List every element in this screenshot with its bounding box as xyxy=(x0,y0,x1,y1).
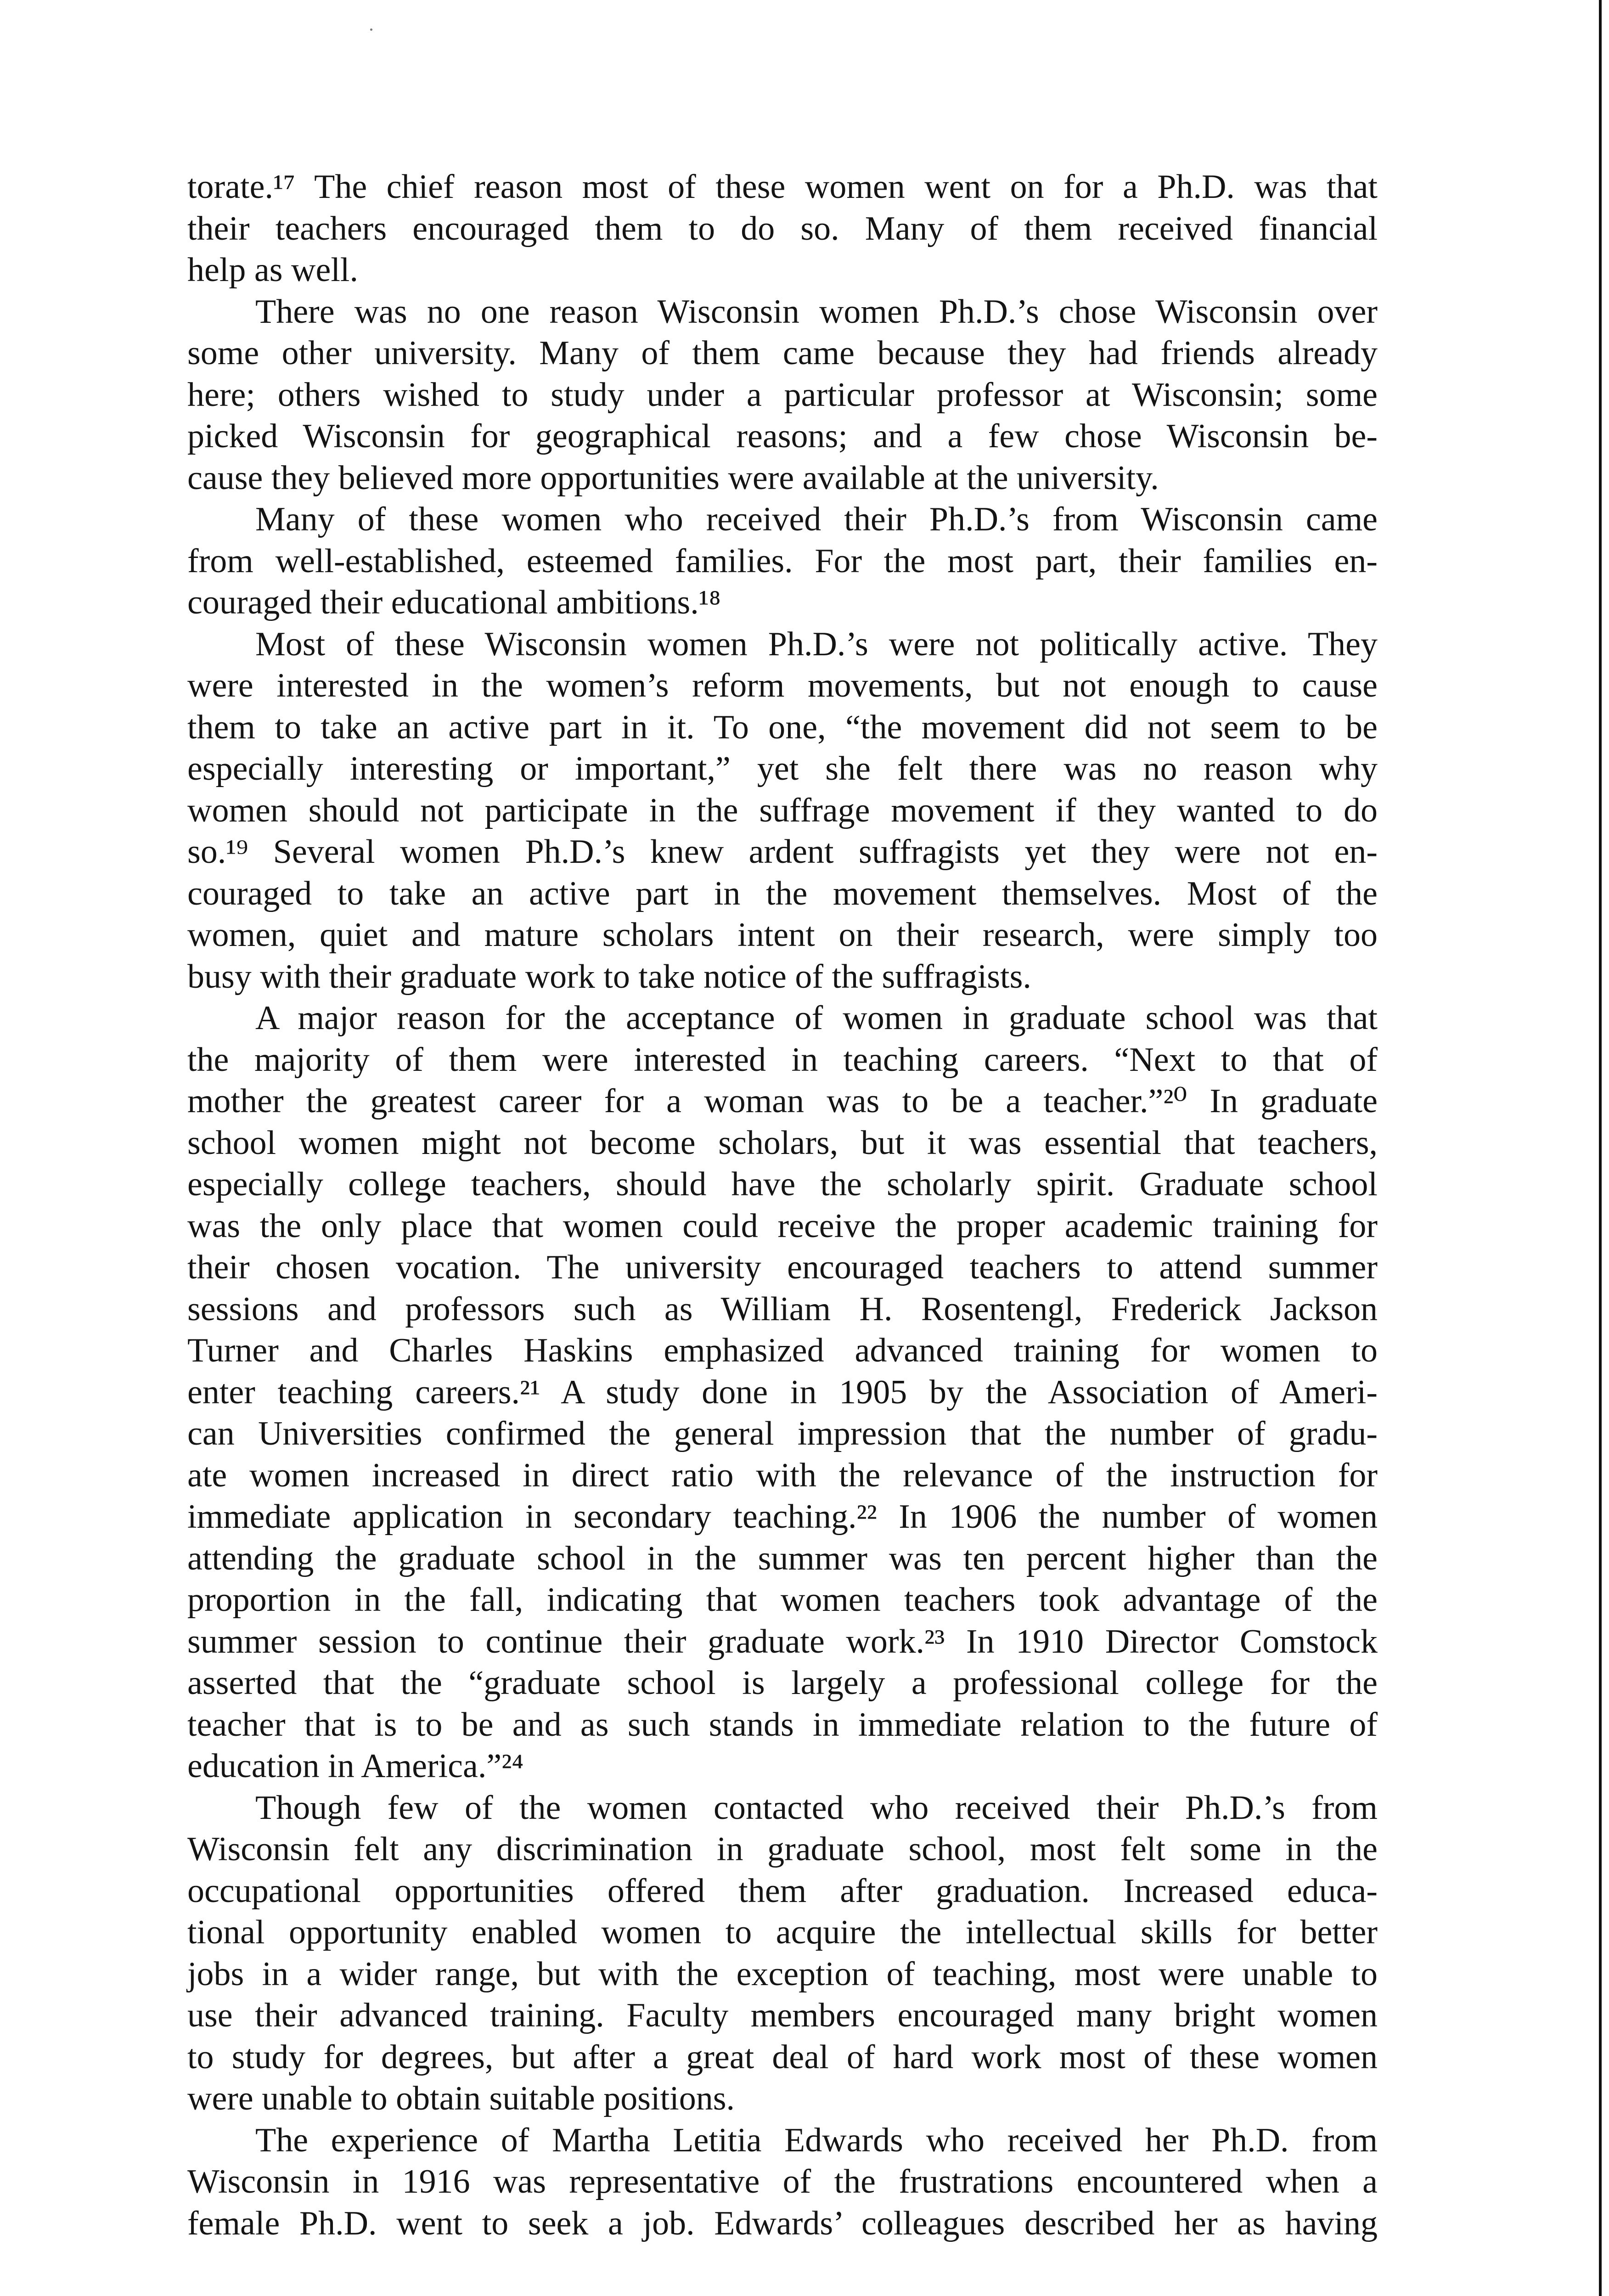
text-line: Wisconsin felt any discrimination in graduate school, most felt some in the xyxy=(187,1830,1378,1868)
text-line: busy with their graduate work to take notice of the suffragists. xyxy=(187,957,1031,996)
text-line: to study for degrees, but after a great deal of hard work most of these women xyxy=(187,2038,1378,2076)
text-line: can Universities confirmed the general impression that the number of gradu- xyxy=(187,1415,1378,1452)
text-line: the majority of them were interested in teaching careers. “Next to that of xyxy=(187,1041,1378,1079)
text-line: couraged to take an active part in the movement themselves. Most of the xyxy=(187,874,1378,912)
text-line: especially college teachers, should have the scholarly spirit. Graduate school xyxy=(187,1165,1378,1203)
text-line: from well-established, esteemed families. For the most part, their families en- xyxy=(187,542,1378,580)
text-line: The experience of Martha Letitia Edwards who received her Ph.D. from xyxy=(255,2121,1378,2159)
text-line: torate.¹⁷ The chief reason most of these women went on for a Ph.D. was that xyxy=(187,168,1378,206)
text-line: them to take an active part in it. To one, “the movement did not seem to be xyxy=(187,708,1378,746)
page-edge-right xyxy=(1599,0,1602,2296)
text-line: immediate application in secondary teaching.²² In 1906 the number of women xyxy=(187,1498,1378,1536)
text-line: There was no one reason Wisconsin women Ph.D.’s chose Wisconsin over xyxy=(255,293,1378,331)
text-line: their chosen vocation. The university encouraged teachers to attend summer xyxy=(187,1249,1378,1286)
text-line: Most of these Wisconsin women Ph.D.’s were not politically active. They xyxy=(255,625,1378,663)
text-line: enter teaching careers.²¹ A study done in 1905 by the Association of Ameri- xyxy=(187,1373,1378,1411)
text-line: female Ph.D. went to seek a job. Edwards’ colleagues described her as having xyxy=(187,2204,1378,2242)
text-line: some other university. Many of them came because they had friends already xyxy=(187,334,1378,372)
text-line: help as well. xyxy=(187,251,358,289)
text-line: school women might not become scholars, but it was essential that teachers, xyxy=(187,1124,1378,1162)
text-line: were unable to obtain suitable positions. xyxy=(187,2080,735,2117)
text-line: sessions and professors such as William H. Rosentengl, Frederick Jackson xyxy=(187,1290,1378,1328)
text-line: use their advanced training. Faculty members encouraged many bright women xyxy=(187,1997,1378,2034)
body-text xyxy=(187,166,1378,2244)
text-line: their teachers encouraged them to do so. Many of them received financial xyxy=(187,209,1378,248)
text-line: teacher that is to be and as such stands in immediate relation to the future of xyxy=(187,1705,1378,1744)
text-line: was the only place that women could receive the proper academic training for xyxy=(187,1207,1378,1245)
text-line: mother the greatest career for a woman was to be a teacher.”²⁰ In graduate xyxy=(187,1082,1378,1120)
text-line: occupational opportunities offered them after graduation. Increased educa- xyxy=(187,1872,1378,1910)
text-line: ate women increased in direct ratio with the relevance of the instruction for xyxy=(187,1456,1378,1494)
text-line: so.¹⁹ Several women Ph.D.’s knew ardent suffragists yet they were not en- xyxy=(187,833,1378,871)
text-line: Wisconsin in 1916 was representative of the frustrations encountered when a xyxy=(187,2163,1378,2200)
text-line: Though few of the women contacted who received their Ph.D.’s from xyxy=(255,1789,1378,1827)
text-line: here; others wished to study under a particular professor at Wisconsin; some xyxy=(187,376,1378,414)
text-line: tional opportunity enabled women to acquire the intellectual skills for better xyxy=(187,1913,1378,1951)
text-line: women should not participate in the suffrage movement if they wanted to do xyxy=(187,791,1378,829)
text-line: proportion in the fall, indicating that women teachers took advantage of the xyxy=(187,1581,1378,1619)
text-line: education in America.”²⁴ xyxy=(187,1747,524,1785)
text-line: women, quiet and mature scholars intent on their research, were simply too xyxy=(187,916,1378,954)
text-line: picked Wisconsin for geographical reasons; and a few chose Wisconsin be- xyxy=(187,417,1378,455)
text-line: Many of these women who received their Ph.D.’s from Wisconsin came xyxy=(255,501,1378,538)
text-line: especially interesting or important,” yet she felt there was no reason why xyxy=(187,750,1378,788)
text-line: couraged their educational ambitions.¹⁸ xyxy=(187,584,721,621)
text-line: jobs in a wider range, but with the exception of teaching, most were unable to xyxy=(187,1955,1378,1993)
paper-speck xyxy=(370,28,372,31)
text-line: A major reason for the acceptance of women in graduate school was that xyxy=(255,999,1378,1037)
text-line: were interested in the women’s reform movements, but not enough to cause xyxy=(187,667,1378,704)
text-line: cause they believed more opportunities were available at the university. xyxy=(187,459,1159,497)
text-line: summer session to continue their graduate work.²³ In 1910 Director Comstock xyxy=(187,1622,1378,1660)
text-line: attending the graduate school in the summer was ten percent higher than the xyxy=(187,1539,1378,1577)
text-line: asserted that the “graduate school is largely a professional college for the xyxy=(187,1664,1378,1702)
text-line: Turner and Charles Haskins emphasized advanced training for women to xyxy=(187,1332,1378,1369)
